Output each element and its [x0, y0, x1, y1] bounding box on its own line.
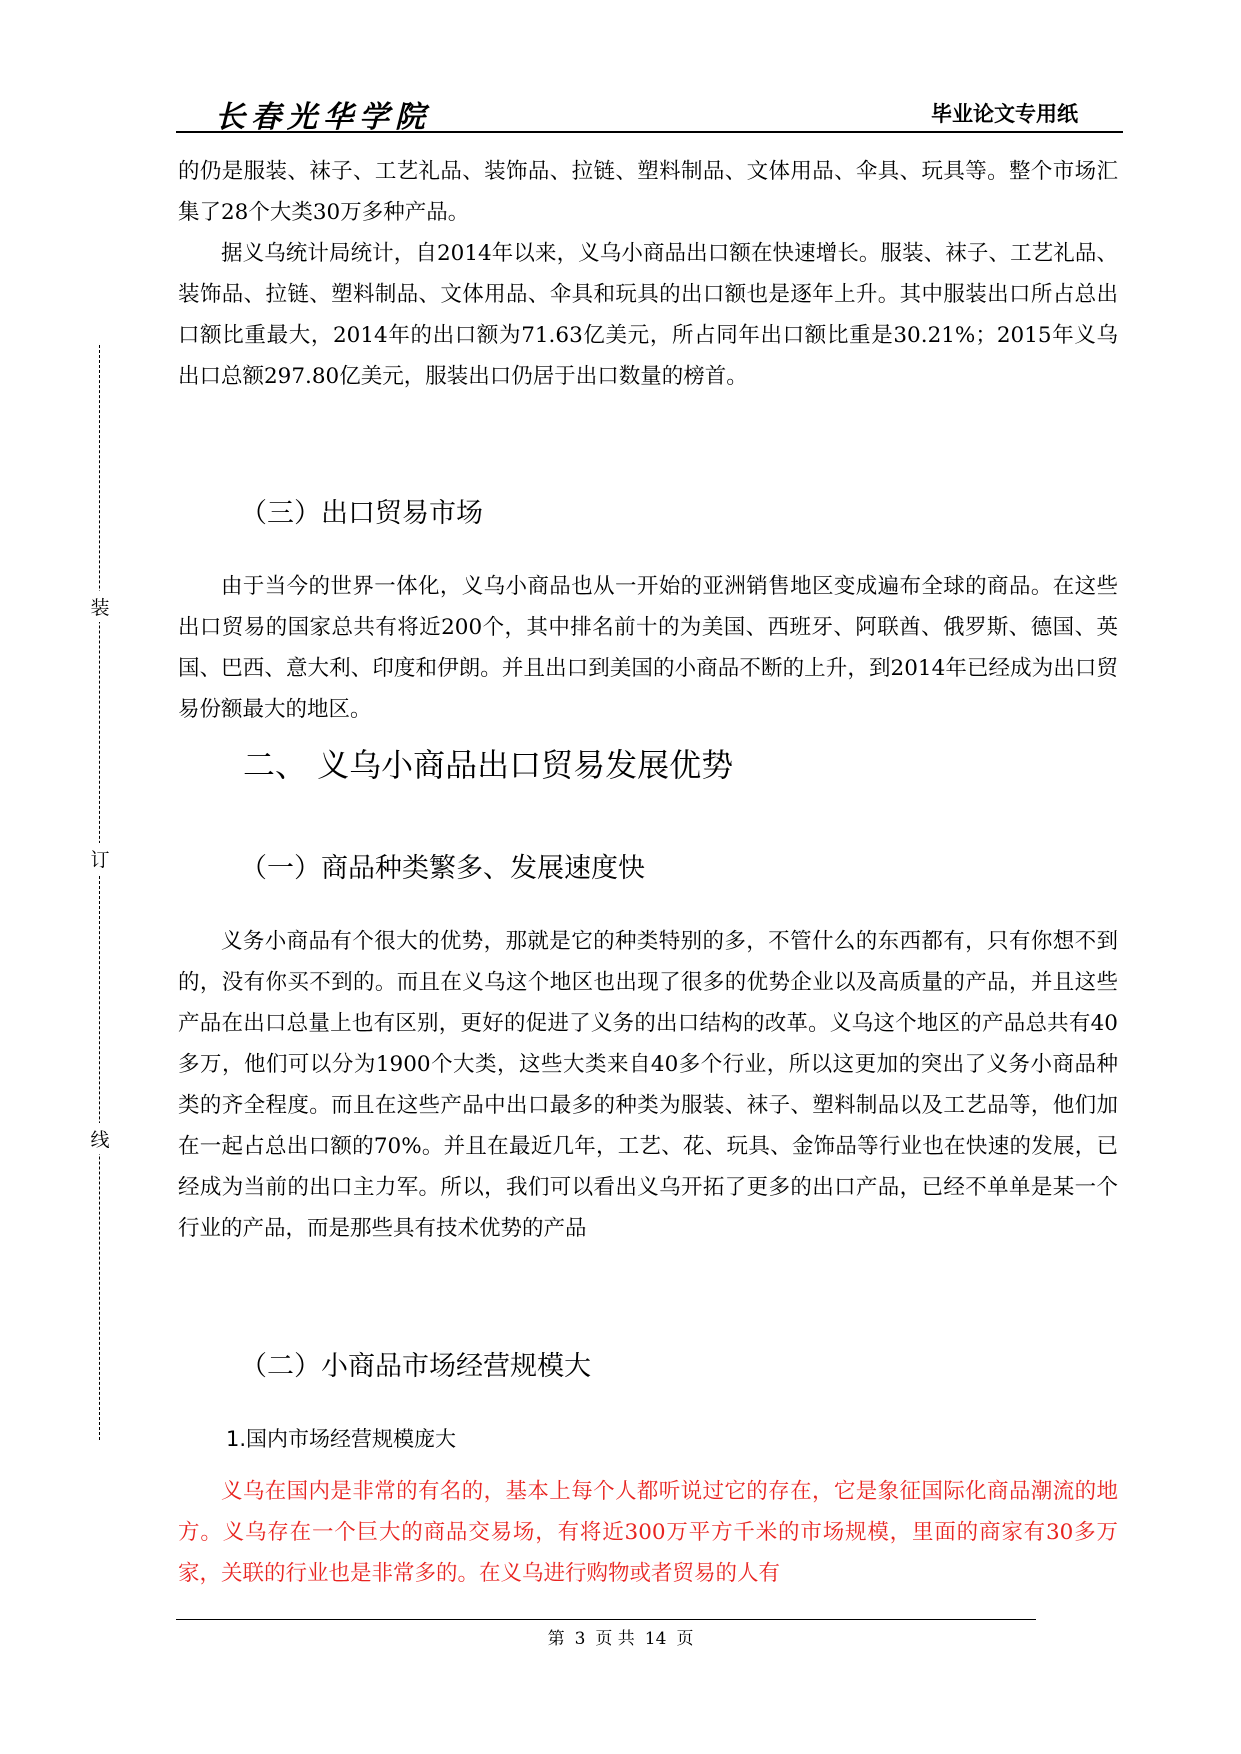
- page-number: 3: [574, 1629, 586, 1649]
- paragraph-2: 据义乌统计局统计，自2014年以来，义乌小商品出口额在快速增长。服装、袜子、工艺礼品、装饰品、拉链、塑料制品、文体用品、伞具和玩具的出口额也是逐年上升。其中服装出口所占总出口额比重最大，2014年的出口额为71.63亿美元，所占同年出口额比重是30.21%；2015年义乌出口总额297.80亿美元，服装出口仍居于出口数量的榜首。: [178, 241, 1118, 389]
- paragraph-1: 的仍是服装、袜子、工艺礼品、装饰品、拉链、塑料制品、文体用品、伞具、玩具等。整个市场汇集了28个大类30万多种产品。: [178, 159, 1118, 225]
- binding-dashed-line: [99, 345, 100, 1440]
- section-heading-scale: （二）小商品市场经营规模大: [240, 1351, 591, 1382]
- section-heading-export-market: （三）出口贸易市场: [240, 498, 483, 529]
- paragraph-3: 由于当今的世界一体化，义乌小商品也从一开始的亚洲销售地区变成遍布全球的商品。在这些出口贸易的国家总共有将近200个，其中排名前十的为美国、西班牙、阿联酋、俄罗斯、德国、英国、巴西、意大利、印度和伊朗。并且出口到美国的小商品不断的上升，到2014年已经成为出口贸易份额最大的地区。: [178, 574, 1118, 722]
- chapter-heading: 二、 义乌小商品出口贸易发展优势: [243, 746, 734, 784]
- page-suffix: 页: [676, 1629, 694, 1649]
- subsection-heading-domestic: 1.国内市场经营规模庞大: [226, 1427, 457, 1451]
- page-total: 14: [644, 1629, 667, 1649]
- page-footer: [0, 1624, 1241, 1649]
- binding-char-xian: 线: [90, 1123, 110, 1154]
- section-heading-variety: （一）商品种类繁多、发展速度快: [240, 853, 645, 884]
- page-mid: 页 共: [595, 1629, 635, 1649]
- paragraph-4: 义务小商品有个很大的优势，那就是它的种类特别的多，不管什么的东西都有，只有你想不到的，没有你买不到的。而且在义乌这个地区也出现了很多的优势企业以及高质量的产品，并且这些产品在出口总量上也有区别，更好的促进了义务的出口结构的改革。义乌这个地区的产品总共有40多万，他们可以分为1900个大类，这些大类来自40多个行业，所以这更加的突出了义务小商品种类的齐全程度。而且在这些产品中出口最多的种类为服装、袜子、塑料制品以及工艺品等，他们加在一起占总出口额的70%。并且在最近几年，工艺、花、玩具、金饰品等行业也在快速的发展，已经成为当前的出口主力军。所以，我们可以看出义乌开拓了更多的出口产品，已经不单单是某一个行业的产品，而是那些具有技术优势的产品: [178, 929, 1118, 1241]
- binding-char-ding: 订: [90, 843, 110, 874]
- paper-label: 毕业论文专用纸: [931, 102, 1078, 126]
- page-prefix: 第: [547, 1629, 565, 1649]
- paragraph-5: 义乌在国内是非常的有名的，基本上每个人都听说过它的存在，它是象征国际化商品潮流的地方。义乌存在一个巨大的商品交易场，有将近300万平方千米的市场规模，里面的商家有30多万家，关联的行业也是非常多的。在义乌进行购物或者贸易的人有: [178, 1479, 1118, 1586]
- footer-rule: [176, 1619, 1036, 1620]
- binding-char-zhuang: 装: [90, 591, 110, 622]
- school-name: 长春光华学院: [215, 100, 431, 135]
- header-rule: [176, 131, 1123, 133]
